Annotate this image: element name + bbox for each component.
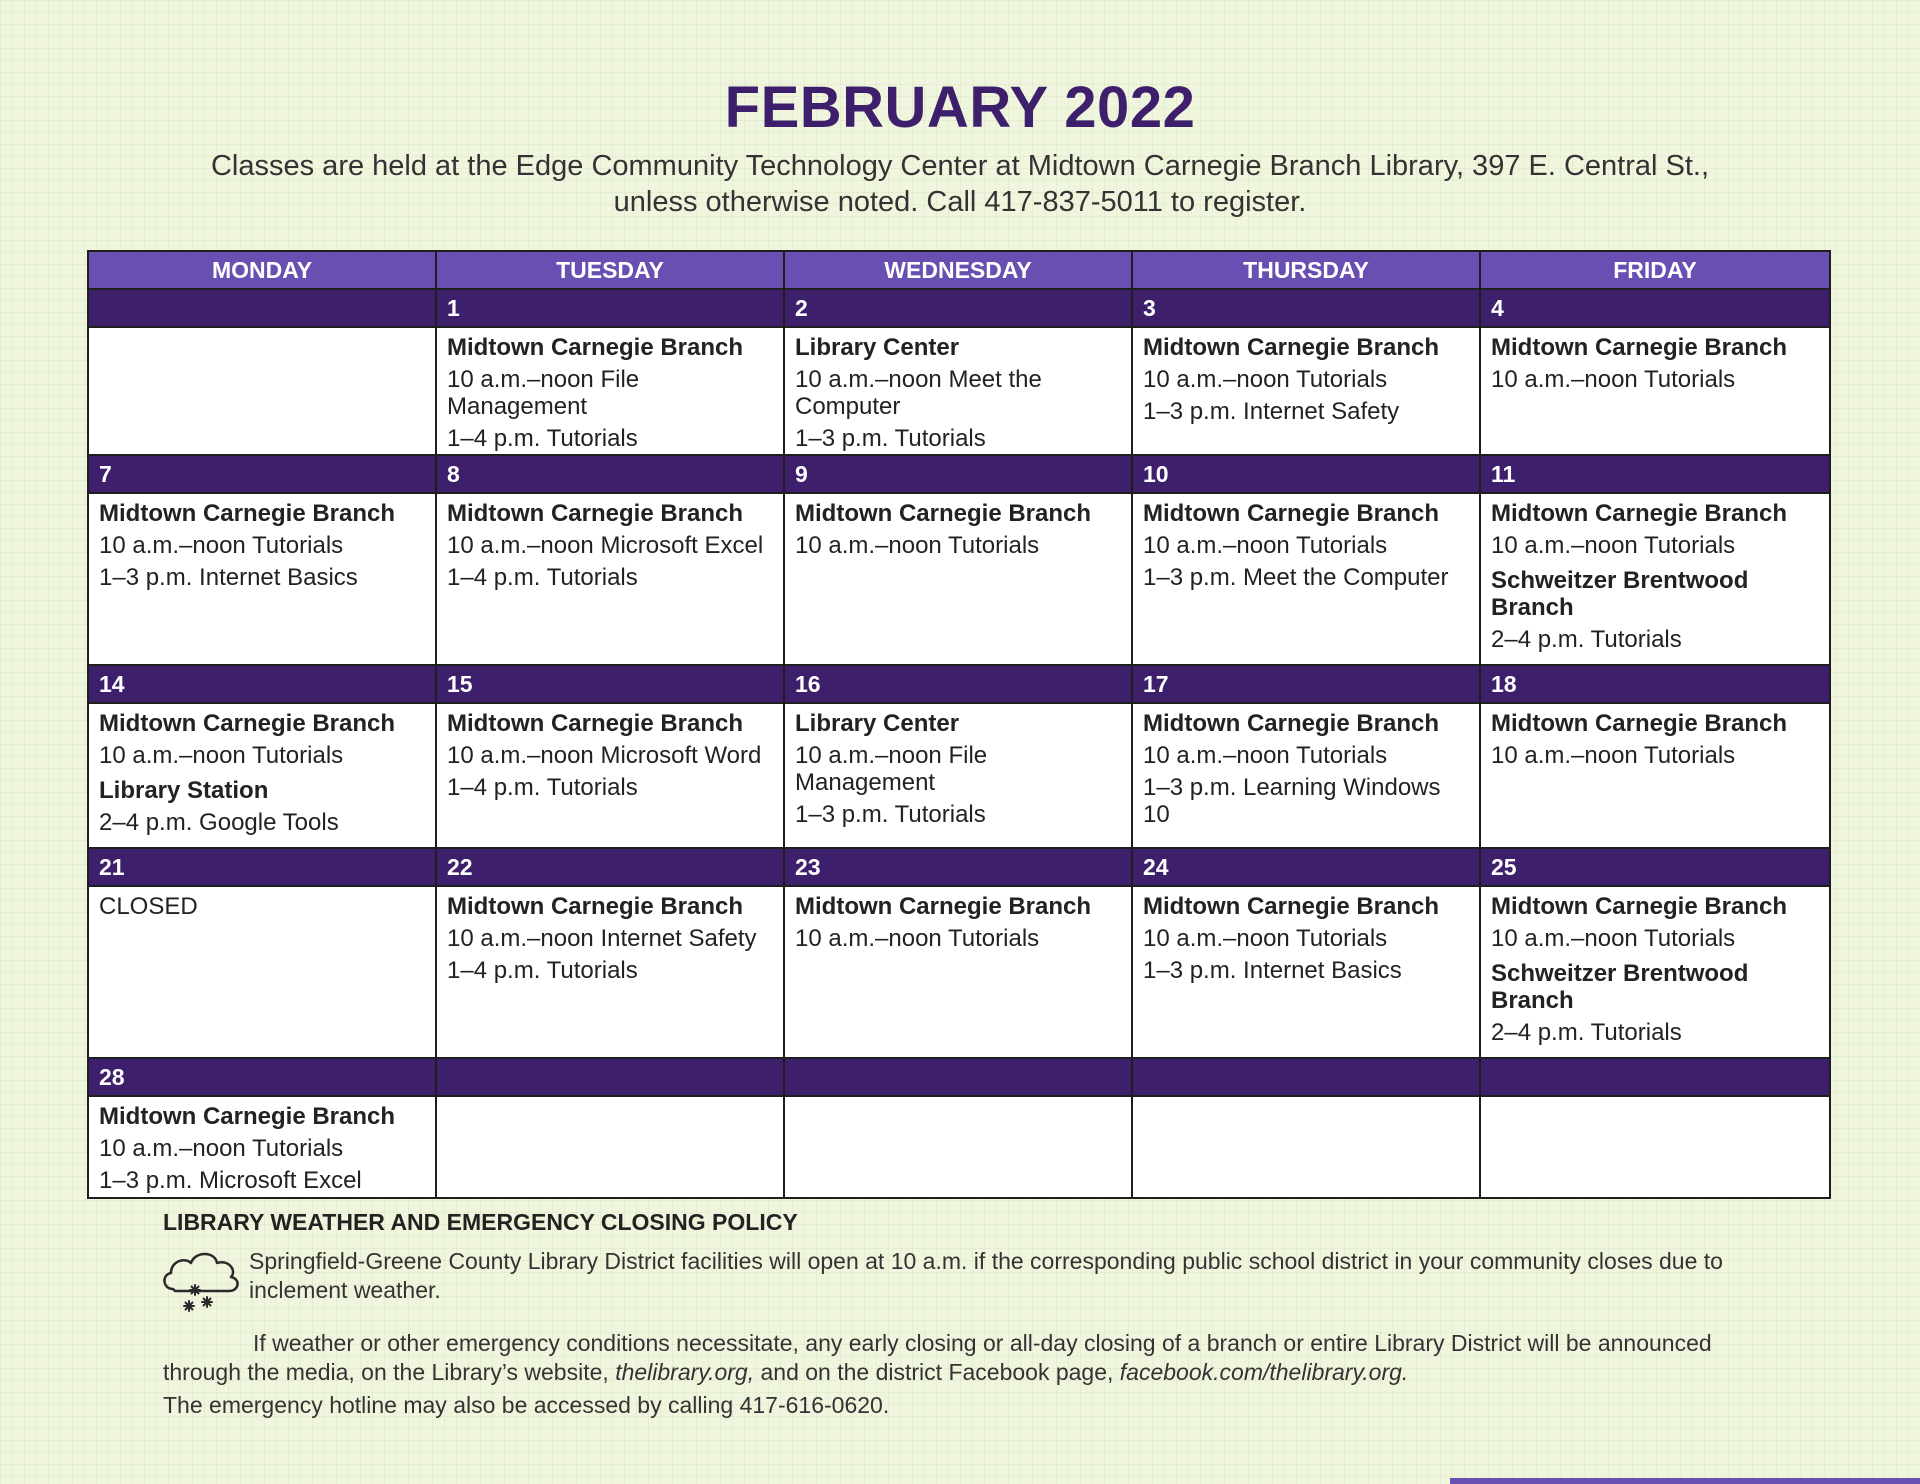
day-header-friday: FRIDAY: [1481, 252, 1829, 290]
policy-paragraph-2-start: If weather or other emergency conditions necessitate, any early closing or all-day closing of a branch or entire Library District will be announced through the media, on the Library’s website,: [163, 1330, 1712, 1385]
date-number: 1: [437, 290, 785, 328]
class-event: 10 a.m.–noon Tutorials: [1491, 532, 1736, 559]
class-event: 1–4 p.m. Tutorials: [447, 425, 638, 452]
date-number: 11: [1481, 456, 1829, 494]
snow-cloud-icon: [159, 1245, 249, 1325]
date-number: 9: [785, 456, 1133, 494]
policy-paragraph-2-mid: and on the district Facebook page,: [760, 1359, 1114, 1385]
class-event: 1–3 p.m. Tutorials: [795, 425, 986, 452]
date-number: 8: [437, 456, 785, 494]
class-event: 1–3 p.m. Internet Basics: [1143, 957, 1402, 984]
day-cell: [89, 494, 437, 666]
class-event: 1–4 p.m. Tutorials: [447, 564, 638, 591]
class-event: 10 a.m.–noon Tutorials: [1491, 366, 1736, 393]
facebook-link[interactable]: facebook.com/thelibrary.org.: [1119, 1359, 1409, 1385]
day-header-wednesday: WEDNESDAY: [785, 252, 1133, 290]
event-location: Midtown Carnegie Branch: [1491, 500, 1788, 527]
date-number: 4: [1481, 290, 1829, 328]
event-location: Midtown Carnegie Branch: [99, 710, 396, 737]
page-title: FEBRUARY 2022: [724, 75, 1196, 140]
day-cell: [785, 887, 1133, 1059]
class-event: 10 a.m.–noon Tutorials: [795, 532, 1040, 559]
event-location: Midtown Carnegie Branch: [1143, 500, 1440, 527]
date-number: 14: [89, 666, 437, 704]
day-cell: [437, 704, 785, 849]
class-event: 10 a.m.–noon Tutorials: [1143, 532, 1388, 559]
day-cell: [89, 328, 437, 456]
class-event: 1–3 p.m. Tutorials: [795, 801, 986, 828]
date-number: 24: [1133, 849, 1481, 887]
class-event: 10 a.m.–noon Tutorials: [795, 925, 1040, 952]
class-event: 1–3 p.m. Internet Basics: [99, 564, 358, 591]
class-event: 10 a.m.–noon Tutorials: [99, 532, 344, 559]
class-event: 2–4 p.m. Tutorials: [1491, 626, 1682, 653]
day-cell: [1133, 887, 1481, 1059]
class-event: 10 a.m.–noon Microsoft Word: [447, 742, 762, 769]
class-event: 10 a.m.–noon Tutorials: [1143, 925, 1388, 952]
event-location: Midtown Carnegie Branch: [1143, 893, 1440, 920]
footer-accent-bar: [1450, 1478, 1920, 1484]
event-location: Midtown Carnegie Branch: [795, 500, 1092, 527]
policy-row: [163, 1245, 1763, 1325]
event-location: Schweitzer Brentwood Branch: [1491, 567, 1749, 621]
class-event: 10 a.m.–noon File Management: [795, 742, 988, 796]
day-cell: [1481, 887, 1829, 1059]
policy-paragraph-3: The emergency hotline may also be accessed by calling 417-616-0620.: [163, 1392, 890, 1418]
class-event: 10 a.m.–noon Meet the Computer: [795, 366, 1042, 420]
event-location: Midtown Carnegie Branch: [447, 500, 744, 527]
class-event: 10 a.m.–noon Tutorials: [99, 742, 344, 769]
class-event: 1–3 p.m. Internet Safety: [1143, 398, 1400, 425]
day-cell: [1481, 494, 1829, 666]
class-event: 2–4 p.m. Tutorials: [1491, 1019, 1682, 1046]
class-event: 2–4 p.m. Google Tools: [99, 809, 339, 836]
subtitle-line-1: Classes are held at the Edge Community Technology Center at Midtown Carnegie Branch Library, 397 E. Central St.,: [210, 150, 1710, 182]
day-cell: [1481, 704, 1829, 849]
closing-policy: [163, 1208, 1763, 1420]
date-number: 15: [437, 666, 785, 704]
class-event: 10 a.m.–noon Tutorials: [1143, 366, 1388, 393]
day-cell: [437, 887, 785, 1059]
event-location: Midtown Carnegie Branch: [447, 710, 744, 737]
date-number: 16: [785, 666, 1133, 704]
date-number: [89, 290, 437, 328]
class-event: 1–3 p.m. Meet the Computer: [1143, 564, 1449, 591]
event-location: Midtown Carnegie Branch: [1491, 334, 1788, 361]
event-location: Midtown Carnegie Branch: [1143, 334, 1440, 361]
day-cell: [437, 1097, 785, 1197]
day-cell: [437, 494, 785, 666]
class-event: 10 a.m.–noon File Management: [447, 366, 640, 420]
class-event: 10 a.m.–noon Tutorials: [99, 1135, 344, 1162]
day-cell: [785, 328, 1133, 456]
event-location: Library Station: [99, 777, 269, 804]
date-number: 7: [89, 456, 437, 494]
class-event: 1–3 p.m. Microsoft Excel: [99, 1167, 362, 1194]
event-location: Midtown Carnegie Branch: [99, 500, 396, 527]
class-event: 10 a.m.–noon Tutorials: [1491, 742, 1736, 769]
calendar-grid: [87, 250, 1831, 1199]
event-location: Midtown Carnegie Branch: [99, 1103, 396, 1130]
day-cell: [437, 328, 785, 456]
subtitle-line-2: unless otherwise noted. Call 417-837-5011 to register.: [613, 186, 1307, 218]
class-event: 1–3 p.m. Learning Windows 10: [1143, 774, 1441, 828]
date-number: 22: [437, 849, 785, 887]
class-event: 1–4 p.m. Tutorials: [447, 774, 638, 801]
event-location: Library Center: [795, 710, 960, 737]
date-number: 2: [785, 290, 1133, 328]
day-cell: [1481, 1097, 1829, 1197]
class-event: CLOSED: [99, 893, 198, 920]
date-number: [437, 1059, 785, 1097]
event-location: Schweitzer Brentwood Branch: [1491, 960, 1749, 1014]
event-location: Midtown Carnegie Branch: [795, 893, 1092, 920]
event-location: Library Center: [795, 334, 960, 361]
day-cell: [89, 1097, 437, 1197]
day-header-tuesday: TUESDAY: [437, 252, 785, 290]
day-cell: [89, 887, 437, 1059]
event-location: Midtown Carnegie Branch: [447, 334, 744, 361]
website-link[interactable]: thelibrary.org,: [615, 1359, 755, 1385]
date-number: 17: [1133, 666, 1481, 704]
policy-title: LIBRARY WEATHER AND EMERGENCY CLOSING POLICY: [163, 1209, 798, 1235]
date-number: 18: [1481, 666, 1829, 704]
day-header-thursday: THURSDAY: [1133, 252, 1481, 290]
class-event: 10 a.m.–noon Internet Safety: [447, 925, 757, 952]
day-cell: [1133, 494, 1481, 666]
policy-paragraph-2: [163, 1329, 1763, 1387]
class-event: 10 a.m.–noon Tutorials: [1143, 742, 1388, 769]
date-number: [1481, 1059, 1829, 1097]
day-cell: [785, 1097, 1133, 1197]
class-event: 1–4 p.m. Tutorials: [447, 957, 638, 984]
date-number: [1133, 1059, 1481, 1097]
date-number: [785, 1059, 1133, 1097]
day-cell: [1133, 328, 1481, 456]
date-number: 3: [1133, 290, 1481, 328]
class-event: 10 a.m.–noon Tutorials: [1491, 925, 1736, 952]
class-event: 10 a.m.–noon Microsoft Excel: [447, 532, 764, 559]
event-location: Midtown Carnegie Branch: [1143, 710, 1440, 737]
event-location: Midtown Carnegie Branch: [1491, 893, 1788, 920]
day-cell: [785, 494, 1133, 666]
event-location: Midtown Carnegie Branch: [447, 893, 744, 920]
date-number: 25: [1481, 849, 1829, 887]
date-number: 23: [785, 849, 1133, 887]
policy-paragraph-1: Springfield-Greene County Library District facilities will open at 10 a.m. if the corresponding public school district in your community closes due to inclement weather.: [249, 1248, 1723, 1303]
day-cell: [1133, 1097, 1481, 1197]
page-subtitle: [110, 148, 1810, 220]
date-number: 21: [89, 849, 437, 887]
day-cell: [785, 704, 1133, 849]
day-cell: [1481, 328, 1829, 456]
date-number: 10: [1133, 456, 1481, 494]
date-number: 28: [89, 1059, 437, 1097]
day-cell: [89, 704, 437, 849]
day-cell: [1133, 704, 1481, 849]
event-location: Midtown Carnegie Branch: [1491, 710, 1788, 737]
day-header-monday: MONDAY: [89, 252, 437, 290]
